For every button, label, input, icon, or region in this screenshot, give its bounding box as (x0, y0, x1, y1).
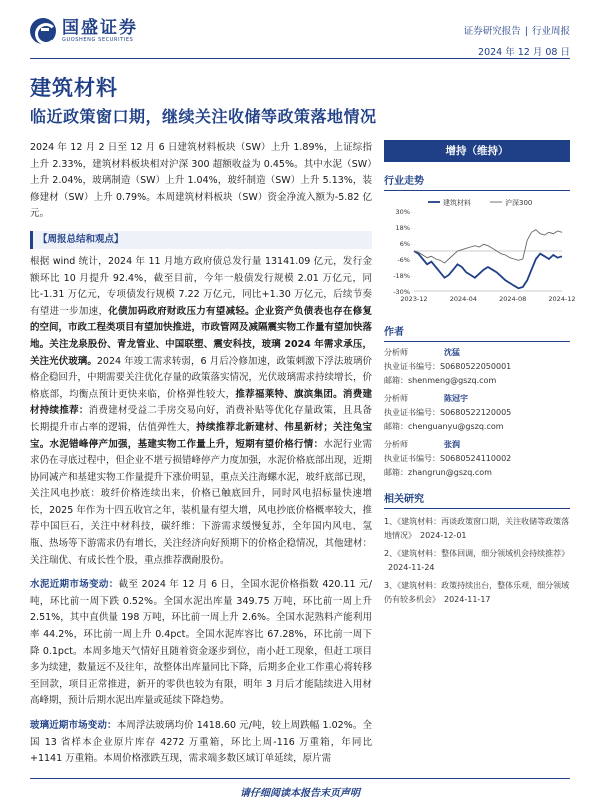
cert-label: 执业证书编号： (384, 454, 440, 463)
trend-chart (384, 195, 576, 313)
logo-english: GUOSHENG SECURITIES (62, 36, 134, 43)
trend-title: 行业走势 (384, 172, 570, 191)
views-text-2: 化债加码政府财政压力有望减轻。企业资产负债表也存在修复的空间，市政工程类项目有望加快推进，市政管网及减隔震实物工作量有望加快落地。关注龙泉股份、青龙管业、中国联塑、震安科技，玻璃 2024 年需求承压，关注光伏玻璃。 (30, 305, 373, 367)
author-entry (384, 346, 570, 388)
sidebar (384, 140, 576, 611)
page-footer (0, 774, 600, 800)
related-item-date: 2024-11-17 (444, 595, 491, 604)
report-category: 证券研究报告 | 行业周报 (463, 26, 570, 37)
series-line-building-materials (414, 251, 562, 288)
related-item-text[interactable]: 2、《建筑材料：整体回调，细分领域机会持续推荐》 (384, 549, 570, 558)
related-item-text[interactable]: 3、《建筑材料：政策持续出台，整体乐观，细分领域仍有较多机会》 (384, 581, 570, 604)
author-name: 张润 (444, 440, 460, 449)
y-tick-label: -30% (393, 288, 410, 296)
cert-number: S0680522050001 (440, 362, 512, 371)
related-title: 相关研究 (384, 490, 570, 509)
report-kind: 行业周报 (531, 26, 570, 37)
views-paragraph (30, 254, 372, 569)
cement-text: 截至 2024 年 12 月 6 日，全国水泥价格指数 420.11 元/吨，环比前一周下跌 0.52%。全国水泥出库量 349.75 万吨，环比前一周上升 2.51%，其中直供量 198 万吨，环比前一周上升 2.6%。全国水泥熟料产能利用率 44.2%，环比前一周上升 0.4pct。全国水泥库容比 67.28%，环比前一周下降 0.1pct。本周多地天气情好且随着资金逐步到位，南小赶工现象，但赶工项目多为续建，数量远不及往年，故整体出库量同比下降，后期多企业工作重心将转移至回款，项目正常推进，新开的零供也较为有限，明年 3 月后才能陆续进入用材高峰期，预计后期水泥出库量或延续下降趋势。 (30, 579, 373, 707)
author-entry (384, 438, 570, 480)
author-role: 分析师 (384, 394, 408, 403)
y-tick-label: 6% (399, 240, 410, 248)
header-divider (30, 58, 570, 59)
footer-divider (30, 778, 570, 779)
summary-paragraph: 2024 年 12 月 2 日至 12 月 6 日建筑材料板块（SW）上升 1.89%，上证综指上升 2.33%，建筑材料板块相对沪深 300 超额收益为 0.45%。其中水泥（SW）上升 2.04%，玻璃制造（SW）上升 1.04%，玻纤制造（SW）上升 5.13%，装修建材（SW）上升 0.79%。本周建筑材料板块（SW）资金净流入额为-5.82 亿元。 (30, 142, 372, 220)
author-entry (384, 392, 570, 434)
related-item-date: 2024-11-24 (388, 563, 435, 572)
cert-number: S0680524110002 (440, 454, 512, 463)
x-tick-label: 2024-12 (548, 295, 576, 303)
related-item-text[interactable]: 1、《建筑材料：再谈政策窗口期，关注收储等政策落地情况》 (384, 517, 570, 540)
authors-title: 作者 (384, 323, 570, 342)
cert-label: 执业证书编号： (384, 408, 440, 417)
industry-title: 建筑材料 (30, 76, 118, 100)
page-header (0, 0, 600, 60)
views-text-3: 2024 年竣工需求转弱，6 月后冷修加速，政策刺激下浮法玻璃价格企稳回升，中期需要关注优化存量的政策落实情况，光伏玻璃需求持续增长，价格底部，均衡点预计更快来临，价格弹性较大， (30, 355, 373, 400)
author-name: 陈冠宇 (444, 394, 468, 403)
views-text-7: 水泥行业需求仍在寻底过程中，但企业不堪亏损错峰停产力度加强，水泥价格底部出现，近期协同减产和基建实物工作量提升下涨价明显，重点关注海螺水泥，玻纤底部已现，关注风电抄底： (30, 438, 373, 500)
glass-label: 玻璃近期市场变动： (30, 720, 117, 731)
rating-badge: 增持（维持） (384, 140, 570, 162)
cement-paragraph (30, 577, 372, 710)
legend-label: 沪深300 (505, 199, 533, 207)
views-text-8: 玻纤价格连续出来，价格已触底回升，同时风电招标量快速增长，2025 年作为十四五收官之年，装机量有望大增，风电抄底价格概率较大，推荐中国巨石，关注中材科技，碳纤维： (30, 488, 372, 533)
views-text-4: 推荐福莱特、旗滨集团。消费建材持续推荐： (30, 388, 372, 417)
legend-label: 建筑材料 (443, 199, 471, 207)
glass-paragraph (30, 718, 372, 768)
related-item[interactable] (384, 547, 570, 575)
email-label: 邮箱： (384, 422, 408, 431)
related-list (384, 515, 570, 607)
main-content (30, 140, 372, 776)
cert-label: 执业证书编号： (384, 362, 440, 371)
x-tick-label: 2023-12 (400, 295, 428, 303)
y-tick-label: -18% (393, 272, 410, 280)
email-label: 邮箱： (384, 376, 408, 385)
cement-label: 水泥近期市场变动： (30, 579, 119, 591)
views-text-6: 持续推荐北新建材、伟星新材；关注兔宝宝。水泥错峰停产加强，基建实物工作量上升，短期有望价格行情： (30, 421, 372, 450)
y-tick-label: -6% (397, 256, 410, 264)
logo-name: 国盛证券 (62, 17, 138, 38)
author-email[interactable]: zhangrun@gszq.com (408, 468, 492, 477)
footer-disclaimer: 请仔细阅读本报告末页声明 (240, 788, 360, 799)
y-tick-label: 30% (395, 208, 410, 216)
series-line-csi300 (414, 230, 562, 263)
company-logo (30, 18, 138, 44)
views-text-1: 根据 wind 统计，2024 年 11 月地方政府债总发行量 13141.09 亿元，发行金额环比 10 月提升 92.4%，截至目前，今年一般债发行规模 2.01 万亿元，同比-1.31 万亿元，专项债发行规模 7.22 万亿元，同比+1.30 万亿元，后续节奏有望进一步加速， (30, 255, 372, 317)
report-type: 证券研究报告 (463, 26, 521, 37)
y-tick-label: 18% (395, 224, 410, 232)
glass-text: 本周浮法玻璃均价 1418.60 元/吨，较上周跌幅 1.02%。全国 13 省样本企业原片库存 4272 万重箱，环比上周-116 万重箱，年同比+1141 万重箱。本周价格涨跌互现，需求端多数区域订单延续，原片需 (30, 720, 372, 765)
author-role: 分析师 (384, 440, 408, 449)
author-email[interactable]: shenmeng@gszq.com (408, 376, 497, 385)
views-box-title: 【周报总结和观点】 (30, 231, 372, 249)
cert-number: S0680522120005 (440, 408, 512, 417)
report-date: 2024 年 12 月 08 日 (478, 47, 570, 58)
related-item[interactable] (384, 515, 570, 543)
author-email[interactable]: chenguanyu@gszq.com (408, 422, 504, 431)
logo-icon (30, 18, 56, 44)
authors-list (384, 346, 570, 480)
report-title: 临近政策窗口期，继续关注收储等政策落地情况 (30, 107, 377, 126)
author-role: 分析师 (384, 348, 408, 357)
email-label: 邮箱： (384, 468, 408, 477)
trend-chart-svg (384, 195, 576, 313)
x-tick-label: 2024-04 (449, 295, 477, 303)
x-tick-label: 2024-08 (499, 295, 527, 303)
views-text-5: 消费建材受益二手房交易向好，消费补贴等优化存量政策，且具备长期提升市占率的逻辑，估值弹性大， (30, 405, 372, 433)
related-item-date: 2024-12-01 (420, 531, 467, 540)
views-text-9: 下游需求缓慢复苏，全年国内风电、氢瓶、热场等下游需求仍有增长，关注经济向好预期下的价格企稳情况，其他建材：关注瑞优、有成长性个股，重点推荐濮耐股份。 (30, 521, 373, 566)
related-item[interactable] (384, 579, 570, 607)
author-name: 沈猛 (444, 348, 460, 357)
